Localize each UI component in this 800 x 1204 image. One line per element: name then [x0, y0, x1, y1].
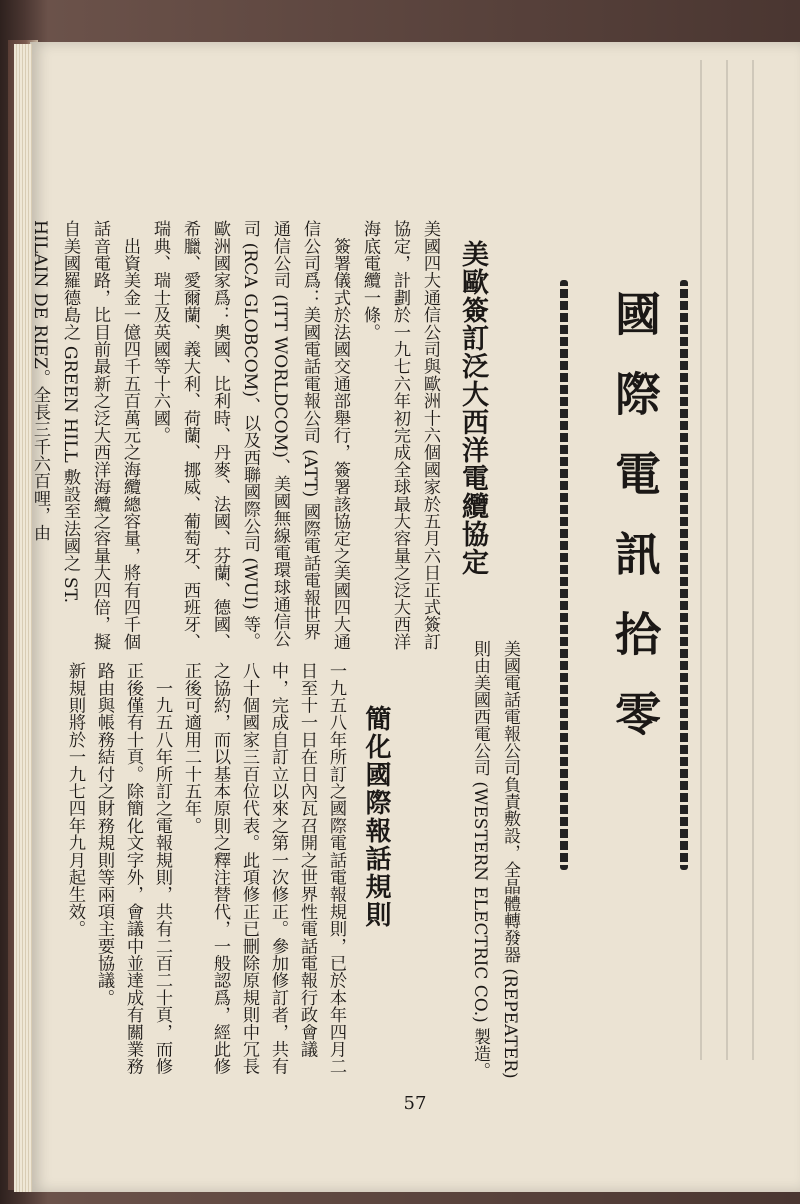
- article1-heading: 美歐簽訂泛大西洋電纜協定: [457, 240, 488, 576]
- article2-heading: 簡化國際報話規則: [361, 705, 391, 929]
- title-rope-border-left: [560, 280, 568, 870]
- show-through-text: [700, 60, 770, 1060]
- article1-continuation: [425, 640, 525, 1085]
- article2-text: 一九五八年所訂之國際電話電報規則，已於本年四月二日至十一日在日內瓦召開之世界性電話電報行政會議中，完成自訂立以來之第一次修正。參加修訂者，共有八十個國家三百位代表。此項修正已刪除原規則中冗長之協約，而以基本原則之釋注替代，一般認爲，經此修正後可適用二十五年。 一九五八年所訂之電報規則，共有二百二十頁，而修正後僅有十頁。除簡化文字外，會議中並達成有關業務路由與帳務結付之財務規則等兩項主要協議。 新規則將於一九七四年九月起生效。: [65, 662, 346, 1075]
- page-stack-edges: [14, 44, 32, 1192]
- page-title: 國際電訊拾零: [608, 290, 662, 770]
- title-rope-border-right: [680, 280, 688, 870]
- article1-body: [30, 220, 445, 650]
- article1-text: 美國四大通信公司與歐洲十六個國家於五月六日正式簽訂協定，計劃於一九七六年初完成全球最大容量之泛大西洋海底電纜一條。 簽署儀式於法國交通部舉行，簽署該協定之美國四大通信公司爲：美國電話電報公司 (ATT) 國際電話電報世界通信公司 (ITT WORLDCOM)、美國無線電環球通信公司 (RCA GLOBCOM)、以及西聯國際公司 (WUI) 等。歐洲國家爲：奧國、比利時、丹麥、法國、芬蘭、德國、希臘、愛爾蘭、義大利、荷蘭、挪威、葡萄牙、西班牙、瑞典、瑞士及英國等十六國。 出資美金一億四千五百萬元之海纜總容量，將有四千個話音電路，比目前最新之泛大西洋海纜之容量大四倍，擬自美國羅德島之 GREEN HILL 敷設至法國之 ST. HILAIN DE RIEZ。全長三千六百哩，由: [30, 220, 440, 650]
- article2-body: [65, 662, 350, 1082]
- article1-cont-text: 美國電話電報公司負責敷設，全晶體轉發器 (REPEATER) 則由美國西電公司 (WESTERN ELECTRIC CO.) 製造。: [470, 640, 520, 1085]
- page-number: 57: [403, 1093, 427, 1114]
